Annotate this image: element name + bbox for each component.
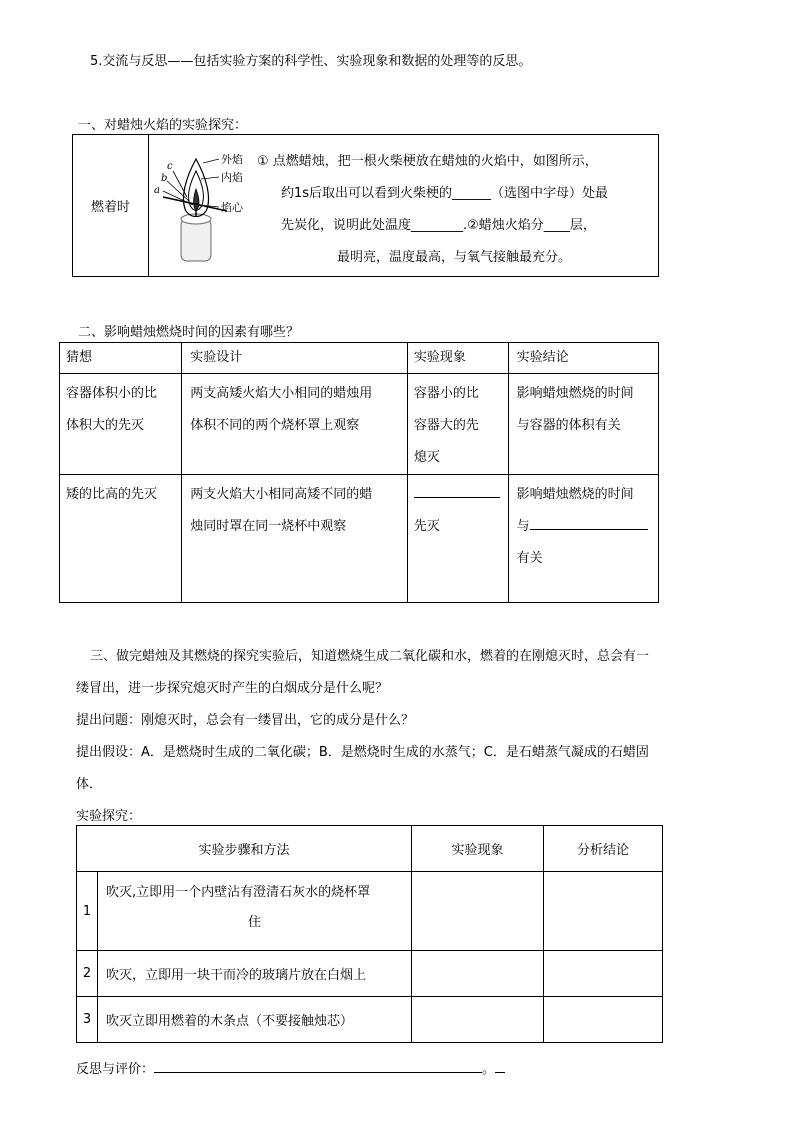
flame-table [72,134,659,277]
row1-design: 两支高矮火焰大小相同的蜡烛用 体积不同的两个烧杯罩上观察 [182,374,408,475]
candle-flame-figure [149,149,259,267]
row2-phenomenon: 先灭 [407,475,508,603]
flame-text-line3: 先炭化，说明此处温度________.②蜡烛火焰分____层， [281,218,596,233]
step-number: 1 [77,872,98,951]
flame-row-label-cell [73,135,149,277]
intro-line: 5.交流与反思——包括实验方案的科学性、实验现象和数据的处理等的反思。 [90,54,532,69]
label-a: a [154,185,160,196]
step-analysis-cell[interactable] [544,951,663,997]
step-number: 3 [77,997,98,1043]
flame-text-line4: 最明亮，温度最高，与氧气接触最充分。 [337,250,572,265]
step-observation-cell[interactable] [412,997,544,1043]
blank-layers[interactable]: ____ [543,218,570,233]
blank-conclusion[interactable] [530,515,648,530]
label-c: c [167,161,173,172]
step-number: 2 [77,951,98,997]
smoke-table [76,825,663,1043]
flame-content-cell [149,135,659,277]
row2-guess: 矮的比高的先灭 [60,475,182,603]
header-conclusion: 实验结论 [508,343,658,374]
header-steps: 实验步骤和方法 [77,826,412,872]
flame-text-line2: 约1s后取出可以看到火柴梗的______（选图中字母）处最 [281,186,609,201]
reflection-tail-blank [495,1058,505,1073]
hypothesis-line1: 提出假设：A．是燃烧时生成的二氧化碳；B．是燃烧时生成的水蒸气；C．是石蜡蒸气凝成的石蜡固 [76,745,649,760]
header-phenomenon: 实验现象 [407,343,508,374]
row2-conclusion: 影响蜡烛燃烧的时间 与 有关 [508,475,658,603]
row2-design: 两支火焰大小相同高矮不同的蜡 烛同时罩在同一烧杯中观察 [182,475,408,603]
header-design: 实验设计 [182,343,408,374]
section1-heading: 一、对蜡烛火焰的实验探究： [78,118,248,133]
section3-para-line2: 缕冒出，进一步探究熄灭时产生的白烟成分是什么呢？ [76,681,389,696]
blank-temperature[interactable]: ________ [411,218,464,233]
reflection-line [76,1058,505,1077]
section2-heading: 二、影响蜡烛燃烧时间的因素有哪些？ [78,325,300,340]
row1-phenomenon: 容器小的比 容器大的先 熄灭 [407,374,508,475]
row1-guess: 容器体积小的比 体积大的先灭 [60,374,182,475]
blank-phenomenon[interactable] [414,483,500,498]
question-line: 提出问题：刚熄灭时，总会有一缕冒出，它的成分是什么？ [76,713,415,728]
step-observation-cell[interactable] [412,872,544,951]
step-analysis-cell[interactable] [544,872,663,951]
label-b: b [161,173,168,184]
flame-row-label: 燃着时 [90,200,130,215]
factors-table [59,342,659,603]
step-method: 吹灭立即用燃着的木条点（不要接触烛芯） [98,997,412,1043]
explore-label: 实验探究： [76,809,142,824]
step-method: 吹灭，立即用一块干而冷的玻璃片放在白烟上 [98,951,412,997]
header-guess: 猜想 [60,343,182,374]
step-method: 吹灭,立即用一个内壁沾有澄清石灰水的烧杯罩 住 [98,872,412,951]
section3-para-line1: 三、做完蜡烛及其燃烧的探究实验后，知道燃烧生成二氧化碳和水，燃着的在刚熄灭时，总会有一 [90,649,650,664]
step-analysis-cell[interactable] [544,997,663,1043]
label-outer-flame: 外焰 [221,153,243,166]
blank-letter[interactable]: ______ [452,186,492,201]
header-observation: 实验现象 [412,826,544,872]
reflection-label: 反思与评价： [76,1062,155,1077]
hypothesis-line2: 体． [76,777,103,792]
flame-text-line1: ① 点燃蜡烛，把一根火柴梗放在蜡烛的火焰中，如图所示， [257,154,598,169]
label-flame-core: 焰心 [221,201,243,214]
reflection-end: 。 [482,1062,496,1077]
step-observation-cell[interactable] [412,951,544,997]
row1-conclusion: 影响蜡烛燃烧的时间 与容器的体积有关 [508,374,658,475]
label-inner-flame: 内焰 [221,171,243,184]
header-analysis: 分析结论 [544,826,663,872]
reflection-blank[interactable] [154,1058,482,1073]
